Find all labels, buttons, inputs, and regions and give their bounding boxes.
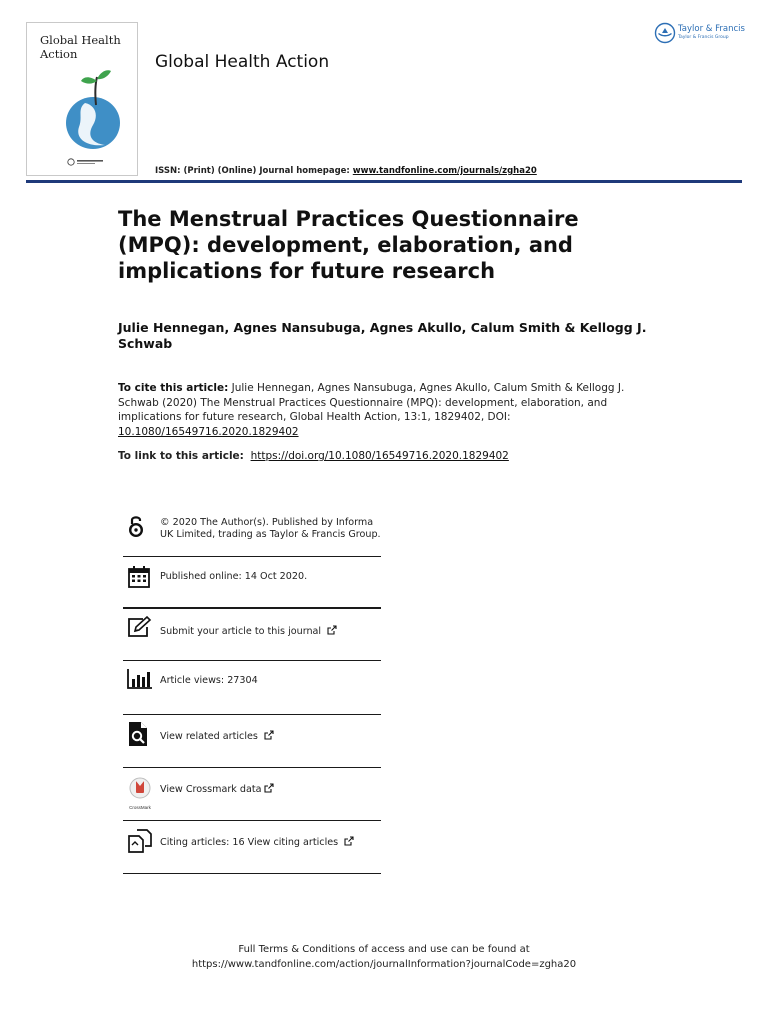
info-divider [123,714,381,715]
citation [118,381,638,439]
published-row [123,560,381,608]
crossmark-label: View Crossmark data [160,784,262,795]
citing-label: Citing articles: 16 View citing articles [160,837,339,848]
footer [0,942,768,972]
header-divider [26,180,742,183]
footer-terms-url[interactable]: https://www.tandfonline.com/action/journalInformation?journalCode=zgha20 [191,959,577,970]
journal-cover [26,22,138,176]
info-divider [123,873,381,874]
submit-article-link[interactable] [160,625,337,638]
publisher-logo-icon [654,22,676,44]
journal-title: Global Health Action [155,52,330,72]
journal-homepage-link[interactable]: www.tandfonline.com/journals/zgha20 [352,166,537,176]
footer-terms-line: Full Terms & Conditions of access and use can be found at [238,944,530,955]
external-link-icon [327,625,337,635]
article-link-line [118,450,509,462]
external-link-icon [264,783,274,793]
citing-articles-link[interactable] [160,836,354,849]
publisher-logo[interactable] [654,22,745,48]
cite-label: To cite this article: [118,382,229,394]
copyright-text: © 2020 The Author(s). Published by Informa UK Limited, trading as Taylor & Francis Group. [160,517,381,540]
publisher-logo-name: Taylor & Francis [678,24,745,34]
link-label: To link to this article: [118,450,244,462]
crossmark-icon [127,777,153,810]
cover-publisher-logo [67,157,107,167]
article-title: The Menstrual Practices Questionnaire (MPQ): development, elaboration, and implications for future research [118,207,579,283]
citing-icon [127,829,153,853]
external-link-icon [344,836,354,846]
document-search-icon [127,721,149,747]
bar-chart-icon [127,668,153,690]
article-views: Article views: 27304 [160,675,258,686]
views-row [123,664,381,714]
external-link-icon [264,730,274,740]
cover-globe-logo [65,55,125,149]
publisher-logo-subtitle: Taylor & Francis Group [678,35,729,40]
edit-icon [127,616,153,638]
author-list: Julie Hennegan, Agnes Nansubuga, Agnes Akullo, Calum Smith & Kellogg J. Schwab [118,320,647,351]
article-doi-url[interactable]: https://doi.org/10.1080/16549716.2020.1829402 [250,450,509,462]
crossmark-row[interactable] [123,771,381,820]
submit-row[interactable] [123,612,381,660]
crossmark-link[interactable] [160,783,274,796]
issn-text: ISSN: (Print) (Online) Journal homepage: [155,166,353,176]
calendar-icon [127,565,151,589]
crossmark-badge-label: CrossMark [129,805,151,810]
issn-line [155,166,537,176]
related-label: View related articles [160,731,258,742]
published-date: Published online: 14 Oct 2020. [160,571,308,582]
open-access-icon [127,514,145,538]
info-divider [123,767,381,768]
info-divider [123,607,381,609]
submit-label: Submit your article to this journal [160,626,322,637]
copyright-row [123,512,381,556]
doi-link[interactable]: 10.1080/16549716.2020.1829402 [118,425,299,438]
info-divider [123,820,381,821]
info-divider [123,556,381,557]
related-articles-link[interactable] [160,730,274,743]
info-divider [123,660,381,661]
related-row[interactable] [123,718,381,767]
citing-row[interactable] [123,824,381,873]
cover-title: Global Health Action [40,33,121,61]
cite-text: Julie Hennegan, Agnes Nansubuga, Agnes Akullo, Calum Smith & Kellogg J. Schwab (2020) The Menstrual Practices Questionnaire (MPQ): development, elaboration, and implications for future research, Global Health Action, 13:1, 1829402, DOI: [118,382,625,424]
